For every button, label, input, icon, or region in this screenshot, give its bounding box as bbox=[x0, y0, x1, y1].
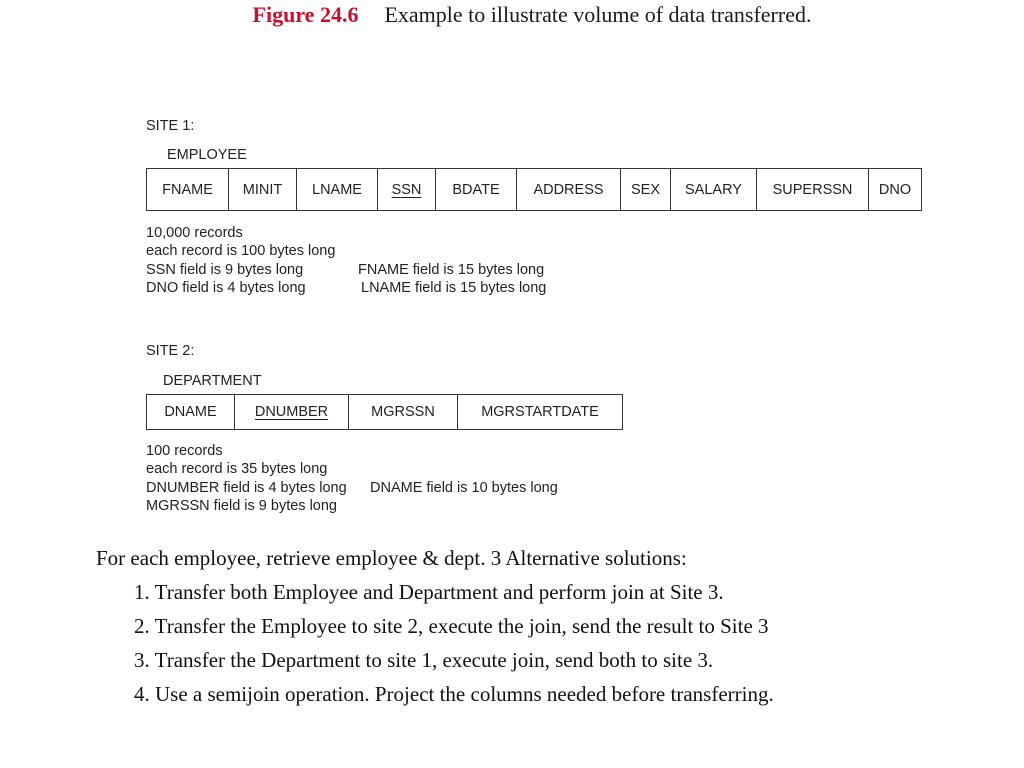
note-line: each record is 35 bytes long bbox=[146, 461, 328, 478]
employee-column: LNAME bbox=[297, 169, 378, 211]
employee-column: MINIT bbox=[229, 169, 297, 211]
employee-schema-row bbox=[147, 169, 922, 211]
department-key-column: DNUMBER bbox=[235, 395, 349, 430]
solutions-intro: For each employee, retrieve employee & dept. 3 Alternative solutions: bbox=[96, 546, 687, 570]
employee-column: SEX bbox=[621, 169, 671, 211]
solutions-list bbox=[96, 575, 774, 711]
site1-label: SITE 1: bbox=[146, 118, 195, 134]
employee-schema-table bbox=[146, 168, 922, 211]
note-line: 100 records bbox=[146, 443, 223, 459]
employee-column: SALARY bbox=[671, 169, 757, 211]
site2-label: SITE 2: bbox=[146, 343, 195, 359]
department-schema-row bbox=[147, 395, 623, 430]
employee-relation-name: EMPLOYEE bbox=[167, 147, 247, 163]
employee-notes bbox=[146, 224, 547, 297]
figure-caption: Example to illustrate volume of data transferred. bbox=[384, 2, 812, 27]
solutions-description bbox=[96, 541, 774, 711]
figure-title bbox=[0, 2, 1024, 28]
department-relation-name: DEPARTMENT bbox=[163, 373, 262, 389]
note-line: SSN field is 9 bytes long FNAME field is 15 bytes long bbox=[146, 261, 545, 278]
note-line: DNUMBER field is 4 bytes long DNAME field is 10 bytes long bbox=[146, 479, 558, 496]
note-line: each record is 100 bytes long bbox=[146, 243, 336, 260]
employee-column: DNO bbox=[869, 169, 922, 211]
note-line: 10,000 records bbox=[146, 225, 243, 241]
department-column: MGRSTARTDATE bbox=[458, 395, 623, 430]
note-line: DNO field is 4 bytes long LNAME field is 15 bytes long bbox=[146, 279, 547, 296]
solution-item: 1. Transfer both Employee and Department and perform join at Site 3. bbox=[134, 580, 724, 604]
employee-column: FNAME bbox=[147, 169, 229, 211]
employee-column: SUPERSSN bbox=[757, 169, 869, 211]
department-column: MGRSSN bbox=[349, 395, 458, 430]
solution-item: 2. Transfer the Employee to site 2, execute the join, send the result to Site 3 bbox=[134, 614, 769, 638]
figure-number: Figure 24.6 bbox=[252, 2, 359, 27]
department-schema-table bbox=[146, 394, 623, 430]
department-notes bbox=[146, 442, 558, 515]
department-column: DNAME bbox=[147, 395, 235, 430]
solution-item: 4. Use a semijoin operation. Project the columns needed before transferring. bbox=[134, 682, 774, 706]
solution-item: 3. Transfer the Department to site 1, execute join, send both to site 3. bbox=[134, 648, 714, 672]
employee-column: BDATE bbox=[436, 169, 517, 211]
employee-key-column: SSN bbox=[378, 169, 436, 211]
employee-column: ADDRESS bbox=[517, 169, 621, 211]
note-line: MGRSSN field is 9 bytes long bbox=[146, 497, 337, 514]
